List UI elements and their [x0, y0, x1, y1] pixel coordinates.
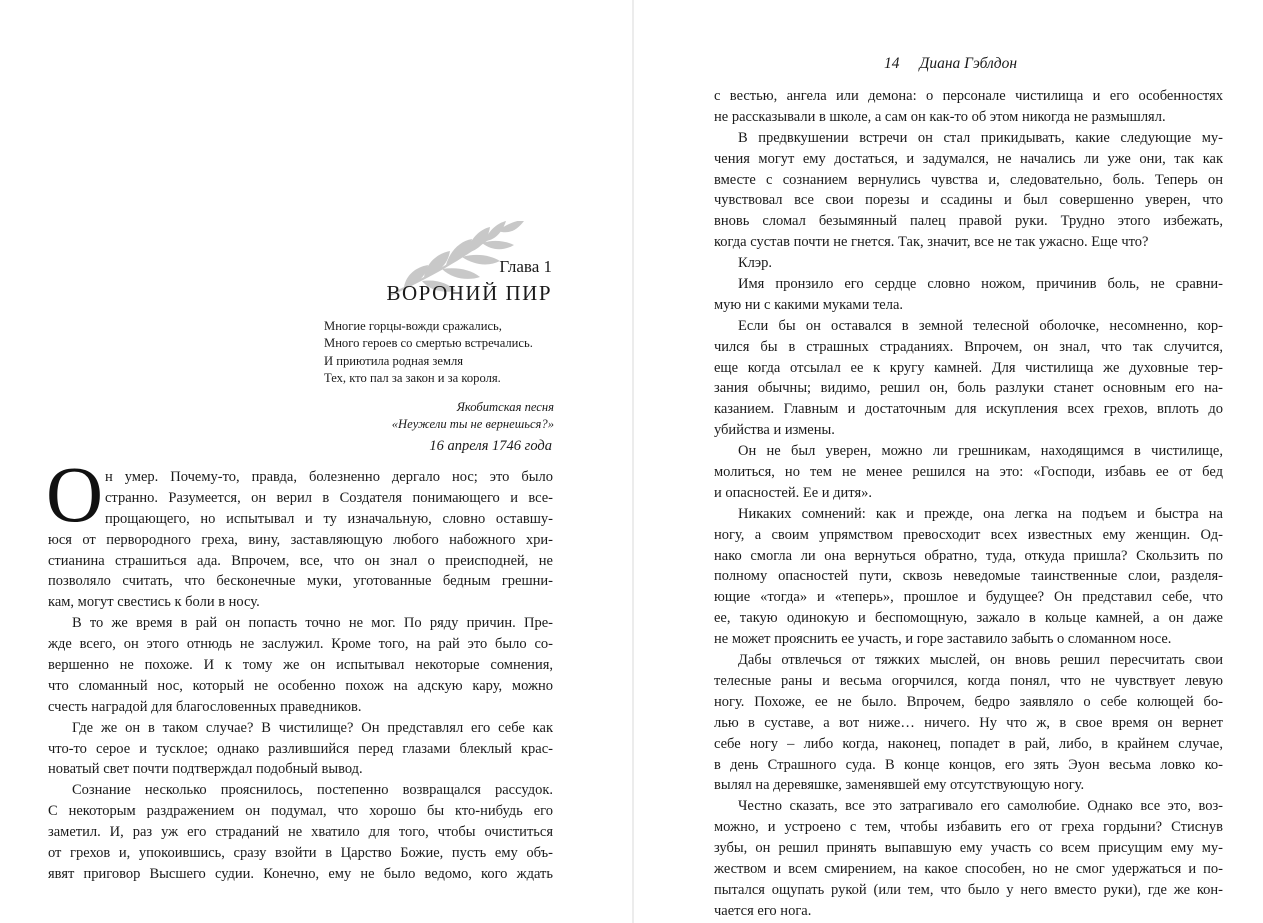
- epigraph-source: [324, 399, 554, 433]
- text-line: В предвкушении встречи он стал прикидывать, какие следующие му-: [738, 129, 1223, 146]
- text-line: вновь сломал безымянный палец правой руки. Трудно этого избежать,: [714, 213, 1223, 230]
- text-line: лью в суставе, а вот ниже… ничего. Ну что ж, в свое время он вернет: [714, 714, 1223, 731]
- text-line: жде всего, он этого отнюдь не заслужил. Кроме того, на рай это было со-: [48, 636, 553, 653]
- text-line: чается его нога.: [714, 902, 812, 919]
- text-line: можно, и устроено с тем, чтобы избавить его от греха гордыни? Стиснув: [714, 819, 1223, 836]
- text-line: чился бы в страшных страданиях. Впрочем, он знал, что так случится,: [714, 338, 1223, 355]
- chapter-date: 16 апреля 1746 года: [429, 438, 552, 454]
- text-line: счесть наградой для благословенных праведников.: [48, 698, 362, 715]
- text-line: явят приговор Высшего судии. Конечно, ему не было ведомо, кого ждать: [48, 865, 553, 882]
- page-number: 14: [884, 55, 900, 72]
- epigraph-source-line: Якобитская песня: [456, 399, 554, 414]
- text-line: вместе с сознанием вернулись чувства и, следовательно, боль. Теперь он: [714, 171, 1223, 188]
- text-line: Сознание несколько прояснилось, постепенно возвращался рассудок.: [72, 782, 553, 799]
- text-line: убийства и измены.: [714, 422, 835, 439]
- text-line: чувствовал все свои порезы и ссадины и был совершенно уверен, что: [714, 192, 1223, 209]
- text-line: Если бы он оставался в земной телесной оболочке, несомненно, кор-: [738, 317, 1223, 334]
- text-line: Дабы отвлечься от тяжких мыслей, он вновь решил пересчитать свои: [738, 652, 1223, 669]
- text-line: Он не был уверен, можно ли грешникам, находящимся в чистилище,: [738, 443, 1223, 460]
- text-line: в день Страшного суда. В конце концов, его зять Эуон весьма ловко ко-: [714, 756, 1223, 773]
- text-line: С некоторым раздражением он подумал, что хорошо бы кто-нибудь его: [48, 803, 553, 820]
- right-body-text: [714, 86, 1223, 922]
- chapter-heading: [300, 225, 552, 305]
- text-line: себе ногу – либо когда, наконец, попадет в рай, либо, в крайнем случае,: [714, 735, 1223, 752]
- text-line: и опасностей. Ее и дитя».: [714, 484, 872, 501]
- text-line: ногу. Похоже, ее не было. Впрочем, бедро заявляло о себе колющей бо-: [714, 693, 1223, 710]
- text-line: что сломанный нос, который не особенно похож на адскую кару, можно: [48, 677, 553, 694]
- text-line: что-то серое и тусклое; однако разлившийся перед глазами блеклый крас-: [48, 740, 553, 757]
- text-line: нако смогла ли она вернуться обратно, туда, откуда пришла? Скользить по: [714, 547, 1223, 564]
- text-line: новатый свет почти подтверждал подобный вывод.: [48, 761, 363, 778]
- epigraph-line: Тех, кто пал за закон и за короля.: [324, 371, 501, 386]
- text-line: ющие «тогда» и «теперь», прошлое и будущее? Он представил себе, что: [714, 589, 1223, 606]
- text-line: прощающего, но испытывал и ту изначальную, словно оставшу-: [105, 510, 553, 527]
- text-line: казанием. Главным и достаточным для искупления всех грехов, вплоть до: [714, 401, 1223, 418]
- epigraph: [324, 318, 554, 433]
- text-line: не может прояснить ее участь, и горе заставило забыть о сломанном носе.: [714, 631, 1172, 648]
- text-line: В то же время в рай он попасть точно не мог. По ряду причин. Пре-: [72, 615, 553, 632]
- text-line: заметил. И, раз уж его страданий не хватило для того, чтобы очиститься: [48, 824, 553, 841]
- text-line: чения могут ему достаться, и задумался, не начались ли уже они, так как: [714, 150, 1223, 167]
- right-page: [634, 0, 1263, 923]
- text-line: зубы, он решил принять выпавшую ему участь со всем присущим ему му-: [714, 840, 1223, 857]
- text-line: телесные раны и весьма огорчился, когда понял, что не чувствует левую: [714, 672, 1223, 689]
- text-line: позволяло считать, что бесконечные муки, уготованные бедным грешни-: [48, 573, 553, 590]
- text-line: когда сустав почти не гнется. Так, значит, все не так ужасно. Еще что?: [714, 234, 1149, 251]
- text-line: не рассказывали в школе, а сам он как-то об этом никогда не размышлял.: [714, 108, 1166, 125]
- chapter-title: ВОРОНИЙ ПИР: [386, 281, 552, 305]
- text-line: Клэр.: [738, 255, 773, 272]
- chapter-label: Глава 1: [499, 257, 552, 276]
- running-header: [884, 55, 1017, 73]
- author-name: Диана Гэблдон: [919, 55, 1018, 72]
- text-line: зания обычны; видимо, решил он, боль разлуки станет основным его на-: [714, 380, 1223, 397]
- text-line: Никаких сомнений: как и прежде, она легка на подъем и быстра на: [738, 505, 1223, 522]
- text-line: н умер. Почему-то, правда, болезненно дергало нос; это было: [105, 469, 553, 485]
- text-line: пытался ощупать рукой (или тем, что было у него вместо руки), где же кон-: [714, 881, 1223, 898]
- epigraph-line: Много героев со смертью встречались.: [324, 336, 533, 351]
- text-line: вылял на деревяшке, заменявшей ему отсутствующую ногу.: [714, 777, 1085, 794]
- text-line: кам, могут свестись к боли в носу.: [48, 594, 260, 611]
- text-line: от грехов и, упокоившись, сразу взойти в Царство Божие, пусть ему объ-: [48, 845, 553, 862]
- text-line: странно. Разумеется, он верил в Создателя понимающего и все-: [105, 489, 553, 506]
- left-body-text: [48, 467, 553, 885]
- text-line: Честно сказать, все это затрагивало его самолюбие. Однако все это, воз-: [738, 798, 1223, 815]
- text-line: полному опасностей пути, сквозь неведомые таинственные слои, разделя-: [714, 568, 1223, 585]
- epigraph-line: Многие горцы-вожди сражались,: [324, 319, 502, 333]
- text-line: жеством и всем смирением, на какое способен, но не смог удержаться и по-: [714, 860, 1223, 877]
- epigraph-line: И приютила родная земля: [324, 353, 464, 368]
- text-line: стианина страшиться ада. Впрочем, все, что он знал о преисподней, не: [48, 552, 553, 569]
- drop-cap: О: [46, 452, 104, 539]
- text-line: ее, такую одинокую и беспомощную, зажало в кольце камней, а он даже: [714, 610, 1223, 627]
- text-line: с вестью, ангела или демона: о персонале чистилища и его особенностях: [714, 88, 1223, 104]
- text-line: ногу, а своим упрямством превосходит всех известных ему женщин. Од-: [714, 526, 1223, 543]
- text-line: молиться, но тем не менее решился на это: «Господи, избавь ее от бед: [714, 464, 1223, 481]
- epigraph-verse: [324, 318, 554, 388]
- text-line: вершенно не похоже. И к тому же он испытывал некоторые сомнения,: [48, 657, 553, 674]
- text-line: Имя пронзило его сердце словно ножом, причинив боль, не сравни-: [738, 276, 1223, 293]
- text-line: юся от первородного греха, вину, заставляющую любого набожного хри-: [48, 531, 553, 548]
- text-line: еще когда отсылал ее к кругу камней. Для чистилища же духовные тер-: [714, 359, 1223, 376]
- epigraph-source-line: «Неужели ты не вернешься?»: [391, 416, 554, 431]
- text-line: мую ни с какими муками тела.: [714, 296, 904, 313]
- text-line: Где же он в таком случае? В чистилище? Он представлял его себе как: [72, 719, 553, 736]
